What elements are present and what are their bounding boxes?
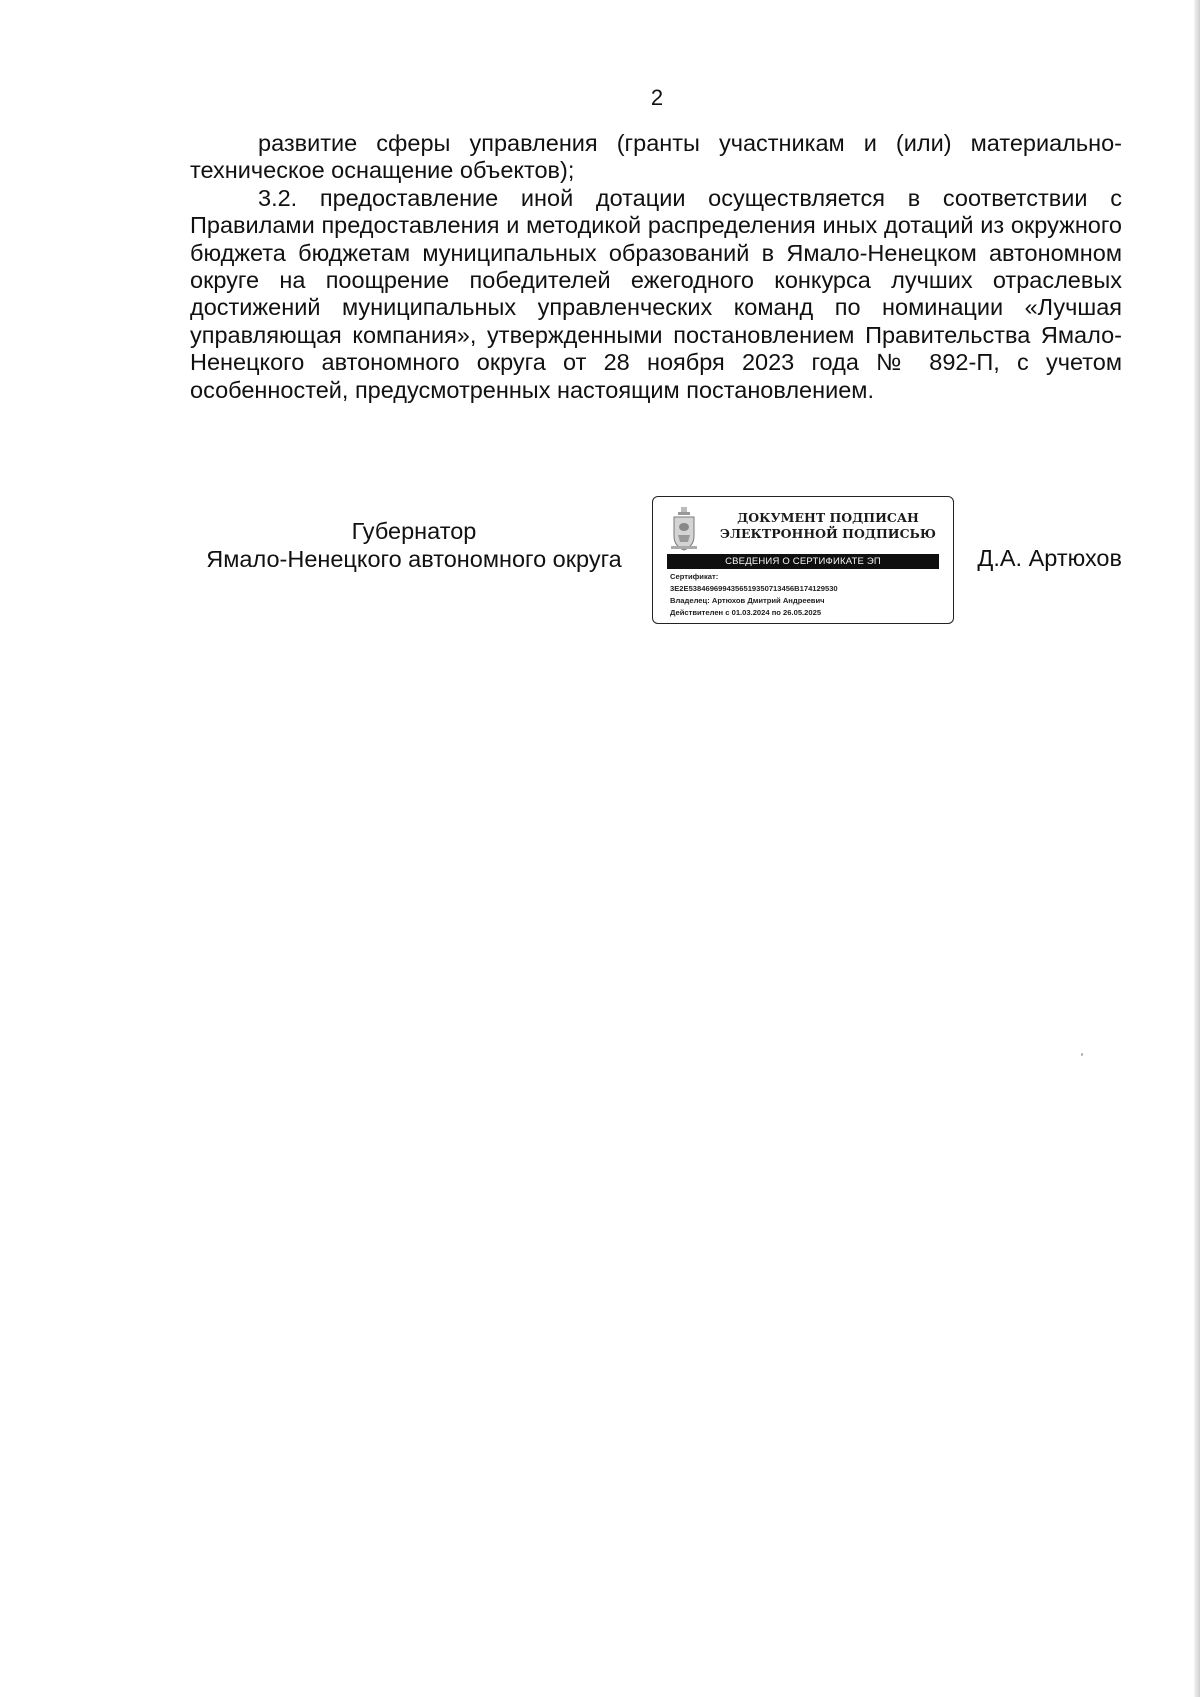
signatory-position-line2: Ямало-Ненецкого автономного округа	[206, 545, 622, 572]
signature-block	[190, 490, 1122, 630]
signatory-position-line1: Губернатор	[351, 518, 477, 544]
esignature-heading-line1: ДОКУМЕНТ ПОДПИСАН	[737, 510, 919, 525]
scan-speck	[1081, 1053, 1083, 1056]
document-body	[190, 130, 1122, 404]
paragraph-continuation: развитие сферы управления (гранты участникам и (или) материально-техническое оснащение объектов);	[190, 130, 1122, 184]
certificate-details	[670, 571, 946, 619]
electronic-signature-stamp	[652, 496, 954, 624]
esignature-heading	[705, 510, 951, 542]
page-number: 2	[650, 85, 664, 110]
esignature-heading-line2: ЭЛЕКТРОННОЙ ПОДПИСЬЮ	[720, 526, 936, 541]
page-edge-shadow	[1194, 0, 1200, 1697]
certificate-number: 3E2E5384696994356519350713456B174129530	[670, 584, 838, 593]
certificate-info-bar: СВЕДЕНИЯ О СЕРТИФИКАТЕ ЭП	[667, 554, 939, 569]
coat-of-arms-emblem	[670, 506, 698, 552]
signatory-position	[190, 518, 638, 573]
paragraph-3-2: 3.2. предоставление иной дотации осуществляется в соответствии с Правилами предоставления и методикой распределения иных дотаций из окружного бюджета бюджетам муниципальных образований в Ямало-Ненецком автономном округе на поощрение победителей ежегодного конкурса лучших отраслевых достижений муниципальных управленческих команд по номинации «Лучшая управляющая компания», утвержденными постановлением Правительства Ямало-Ненецкого автономного округа от 28 ноября 2023 года № 892-П, с учетом особенностей, предусмотренных настоящим постановлением.	[190, 184, 1122, 403]
certificate-owner: Владелец: Артюхов Дмитрий Андреевич	[670, 596, 825, 605]
certificate-label: Сертификат:	[670, 572, 719, 581]
signatory-name: Д.А. Артюхов	[977, 545, 1122, 571]
certificate-validity: Действителен с 01.03.2024 по 26.05.2025	[670, 608, 822, 617]
